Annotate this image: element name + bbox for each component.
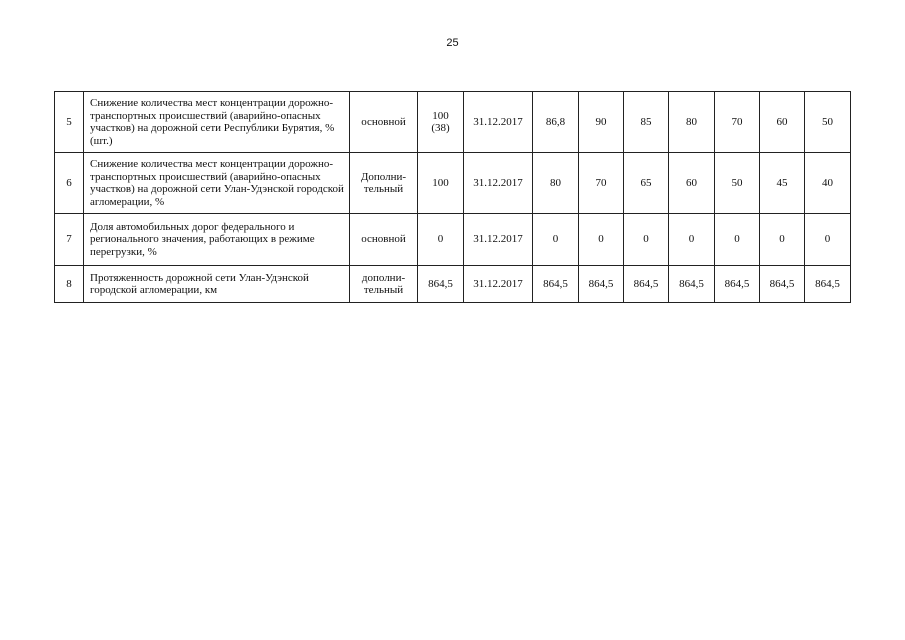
- year-value-cell: 864,5: [715, 266, 760, 303]
- row-number-cell: 7: [55, 214, 84, 266]
- table-row: [55, 153, 851, 214]
- indicator-type-cell: дополни- тельный: [350, 266, 418, 303]
- row-number-cell: 5: [55, 92, 84, 153]
- year-value-cell: 0: [715, 214, 760, 266]
- year-value-cell: 0: [624, 214, 669, 266]
- page-number: 25: [446, 37, 459, 49]
- year-value-cell: 86,8: [533, 92, 579, 153]
- indicator-description-cell: Снижение количества мест концентрации дорожно-транспортных происшествий (аварийно-опасных участков) на дорожной сети Республики Бурятия, % (шт.): [84, 92, 350, 153]
- year-value-cell: 864,5: [579, 266, 624, 303]
- year-value-cell: 0: [760, 214, 805, 266]
- indicator-description-cell: Протяженность дорожной сети Улан-Удэнской городской агломерации, км: [84, 266, 350, 303]
- table-row: [55, 266, 851, 303]
- indicator-description-cell: Снижение количества мест концентрации дорожно-транспортных происшествий (аварийно-опасных участков) на дорожной сети Улан-Удэнской городской агломерации, %: [84, 153, 350, 214]
- year-value-cell: 864,5: [760, 266, 805, 303]
- row-number-cell: 8: [55, 266, 84, 303]
- indicators-table: [54, 91, 851, 303]
- year-value-cell: 0: [669, 214, 715, 266]
- year-value-cell: 50: [715, 153, 760, 214]
- year-value-cell: 60: [760, 92, 805, 153]
- year-value-cell: 864,5: [669, 266, 715, 303]
- table-row: [55, 214, 851, 266]
- year-value-cell: 45: [760, 153, 805, 214]
- year-value-cell: 80: [669, 92, 715, 153]
- indicator-type-cell: Дополни- тельный: [350, 153, 418, 214]
- base-value-cell: 100 (38): [418, 92, 464, 153]
- year-value-cell: 864,5: [624, 266, 669, 303]
- indicator-type-cell: основной: [350, 92, 418, 153]
- year-value-cell: 70: [579, 153, 624, 214]
- year-value-cell: 864,5: [533, 266, 579, 303]
- year-value-cell: 85: [624, 92, 669, 153]
- indicator-type-cell: основной: [350, 214, 418, 266]
- year-value-cell: 0: [533, 214, 579, 266]
- year-value-cell: 0: [579, 214, 624, 266]
- base-date-cell: 31.12.2017: [464, 153, 533, 214]
- base-value-cell: 0: [418, 214, 464, 266]
- year-value-cell: 40: [805, 153, 851, 214]
- year-value-cell: 0: [805, 214, 851, 266]
- year-value-cell: 50: [805, 92, 851, 153]
- year-value-cell: 864,5: [805, 266, 851, 303]
- base-date-cell: 31.12.2017: [464, 266, 533, 303]
- base-date-cell: 31.12.2017: [464, 214, 533, 266]
- base-value-cell: 100: [418, 153, 464, 214]
- year-value-cell: 60: [669, 153, 715, 214]
- year-value-cell: 90: [579, 92, 624, 153]
- year-value-cell: 70: [715, 92, 760, 153]
- table-row: [55, 92, 851, 153]
- row-number-cell: 6: [55, 153, 84, 214]
- year-value-cell: 65: [624, 153, 669, 214]
- base-date-cell: 31.12.2017: [464, 92, 533, 153]
- base-value-cell: 864,5: [418, 266, 464, 303]
- indicator-description-cell: Доля автомобильных дорог федерального и регионального значения, работающих в режиме перегрузки, %: [84, 214, 350, 266]
- year-value-cell: 80: [533, 153, 579, 214]
